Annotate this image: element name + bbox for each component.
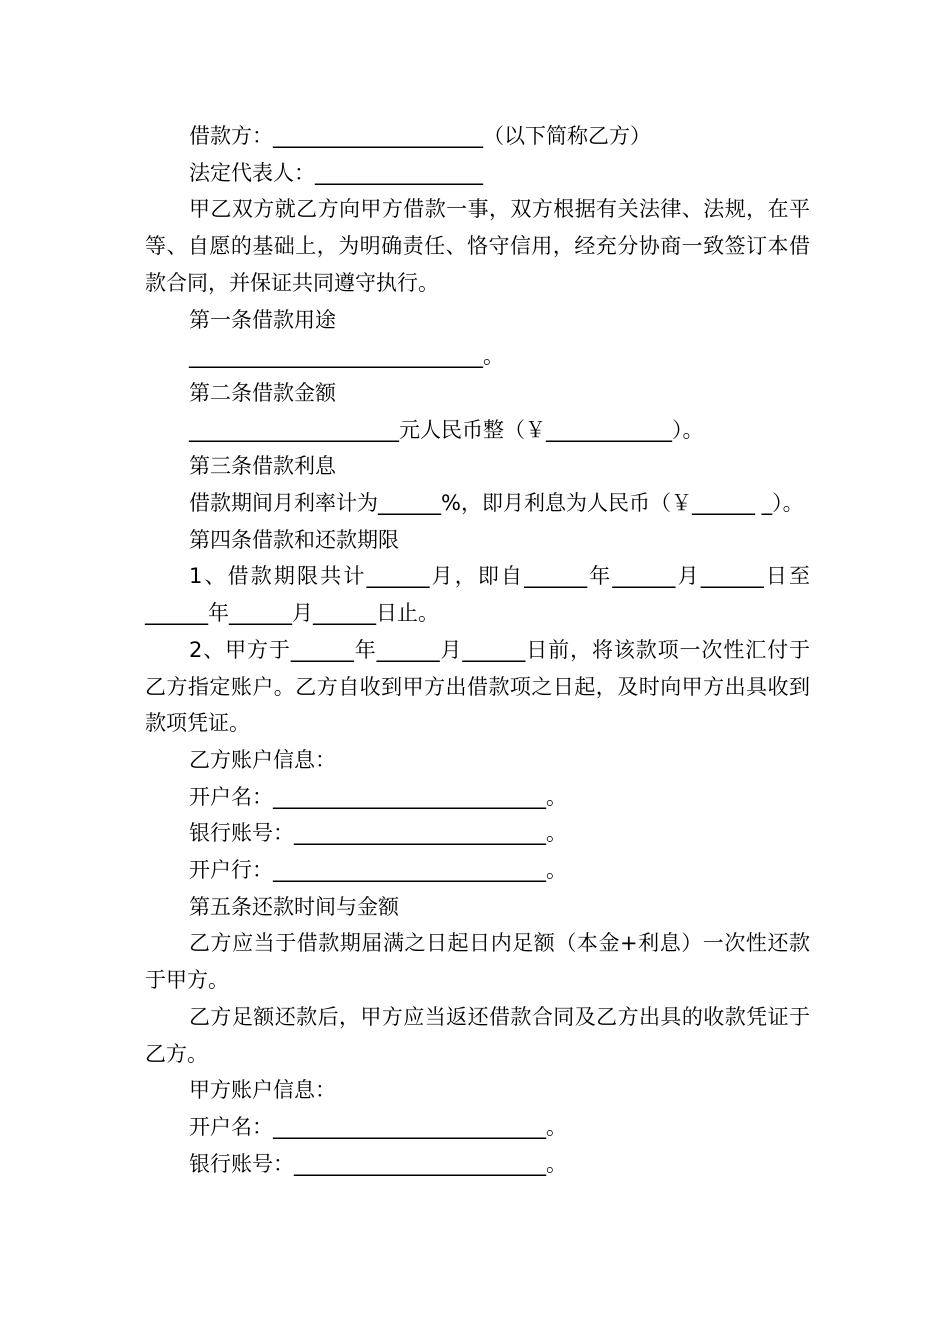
legal-representative-line: 法定代表人：________________ [189,160,483,185]
article-4-heading: 第四条借款和还款期限 [189,527,399,552]
borrower-account-number-line: 银行账号：________________________。 [189,821,567,846]
loan-purpose-blank: ____________________________。 [189,344,504,369]
contract-body [145,118,810,1182]
borrower-account-heading: 乙方账户信息： [189,747,336,772]
interest-rate-paragraph: 借款期间月利率计为______%，即月利息为人民币（￥______ _）。 [189,491,804,516]
loan-amount-line: ____________________元人民币整（￥____________）。 [189,417,704,442]
lender-account-number-line: 银行账号：________________________。 [189,1151,567,1176]
lender-account-name-line: 开户名：__________________________。 [189,1114,567,1139]
article-1-heading: 第一条借款用途 [189,307,336,332]
borrower-account-name-line: 开户名：__________________________。 [189,784,567,809]
return-contract-paragraph: 乙方足额还款后，甲方应当返还借款合同及乙方出具的收款凭证于乙方。 [145,1004,810,1066]
article-2-heading: 第二条借款金额 [189,380,336,405]
loan-term-paragraph: 1、借款期限共计______月，即自______年______月______日至______年______月______日止。 [145,564,810,626]
borrower-bank-line: 开户行：__________________________。 [189,858,567,883]
article-3-heading: 第三条借款利息 [189,454,336,479]
article-5-heading: 第五条还款时间与金额 [189,894,399,919]
borrower-line: 借款方：____________________（以下简称乙方） [189,124,651,148]
repayment-paragraph: 乙方应当于借款期届满之日起日内足额（本金+利息）一次性还款于甲方。 [145,931,810,993]
preamble-paragraph: 甲乙双方就乙方向甲方借款一事，双方根据有关法律、法规，在平等、自愿的基础上，为明确责任、恪守信用，经充分协商一致签订本借款合同，并保证共同遵守执行。 [145,197,810,295]
lender-account-heading: 甲方账户信息： [189,1078,336,1103]
disbursement-paragraph: 2、甲方于______年______月______日前，将该款项一次性汇付于乙方指定账户。乙方自收到甲方出借款项之日起，及时向甲方出具收到款项凭证。 [145,637,810,736]
